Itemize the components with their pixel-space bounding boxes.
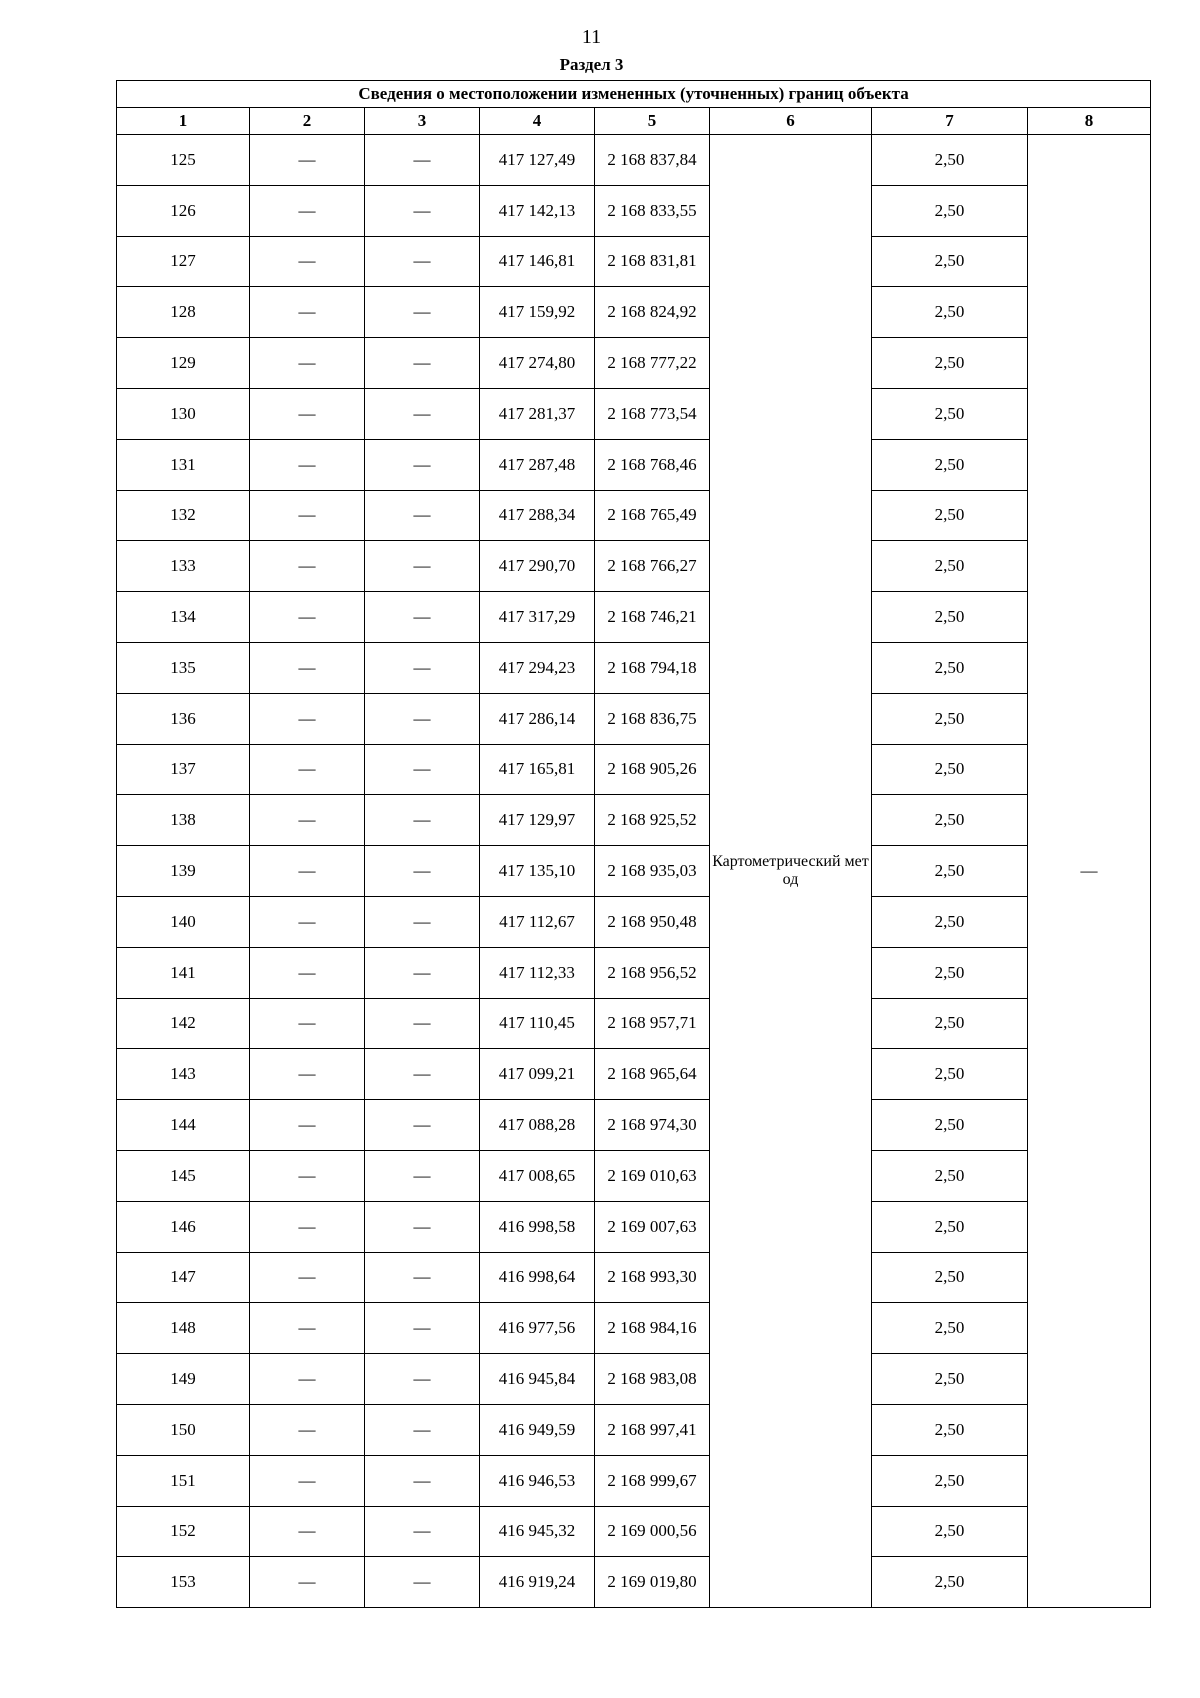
table-row xyxy=(117,1455,1151,1506)
accuracy-cell: 2,50 xyxy=(872,947,1028,998)
y-coordinate-cell: 2 168 768,46 xyxy=(595,439,710,490)
x-coordinate-cell: 416 919,24 xyxy=(480,1557,595,1608)
table-row xyxy=(117,693,1151,744)
accuracy-cell: 2,50 xyxy=(872,1455,1028,1506)
point-number-cell: 143 xyxy=(117,1049,250,1100)
column-2-cell: — xyxy=(250,896,365,947)
table-row xyxy=(117,896,1151,947)
point-number-cell: 147 xyxy=(117,1252,250,1303)
column-2-cell: — xyxy=(250,1049,365,1100)
x-coordinate-cell: 417 165,81 xyxy=(480,744,595,795)
column-8-cell: — xyxy=(1028,135,1151,1608)
accuracy-cell: 2,50 xyxy=(872,1506,1028,1557)
accuracy-cell: 2,50 xyxy=(872,846,1028,897)
column-2-cell: — xyxy=(250,1100,365,1151)
point-number-cell: 129 xyxy=(117,338,250,389)
column-3-cell: — xyxy=(365,1100,480,1151)
x-coordinate-cell: 417 099,21 xyxy=(480,1049,595,1100)
accuracy-cell: 2,50 xyxy=(872,388,1028,439)
x-coordinate-cell: 416 946,53 xyxy=(480,1455,595,1506)
accuracy-cell: 2,50 xyxy=(872,795,1028,846)
point-number-cell: 133 xyxy=(117,541,250,592)
accuracy-cell: 2,50 xyxy=(872,135,1028,186)
column-3-cell: — xyxy=(365,795,480,846)
point-number-cell: 152 xyxy=(117,1506,250,1557)
x-coordinate-cell: 417 008,65 xyxy=(480,1150,595,1201)
point-number-cell: 132 xyxy=(117,490,250,541)
y-coordinate-cell: 2 168 824,92 xyxy=(595,287,710,338)
accuracy-cell: 2,50 xyxy=(872,693,1028,744)
y-coordinate-cell: 2 168 956,52 xyxy=(595,947,710,998)
coordinates-table xyxy=(116,80,1151,1608)
column-2-cell: — xyxy=(250,1354,365,1405)
table-row xyxy=(117,185,1151,236)
column-number: 8 xyxy=(1028,108,1151,135)
column-3-cell: — xyxy=(365,896,480,947)
table-row xyxy=(117,541,1151,592)
table-row xyxy=(117,338,1151,389)
column-number: 6 xyxy=(710,108,872,135)
column-3-cell: — xyxy=(365,490,480,541)
column-3-cell: — xyxy=(365,1150,480,1201)
column-3-cell: — xyxy=(365,998,480,1049)
x-coordinate-cell: 416 977,56 xyxy=(480,1303,595,1354)
table-row xyxy=(117,998,1151,1049)
accuracy-cell: 2,50 xyxy=(872,1404,1028,1455)
column-2-cell: — xyxy=(250,185,365,236)
y-coordinate-cell: 2 168 905,26 xyxy=(595,744,710,795)
x-coordinate-cell: 417 288,34 xyxy=(480,490,595,541)
y-coordinate-cell: 2 169 000,56 xyxy=(595,1506,710,1557)
point-number-cell: 126 xyxy=(117,185,250,236)
column-2-cell: — xyxy=(250,1252,365,1303)
column-3-cell: — xyxy=(365,439,480,490)
page-number: 11 xyxy=(581,26,602,48)
table-row xyxy=(117,1252,1151,1303)
column-2-cell: — xyxy=(250,1201,365,1252)
section-title: Раздел 3 xyxy=(559,55,624,74)
column-number: 4 xyxy=(480,108,595,135)
column-3-cell: — xyxy=(365,185,480,236)
column-3-cell: — xyxy=(365,1354,480,1405)
column-2-cell: — xyxy=(250,388,365,439)
table-row xyxy=(117,1201,1151,1252)
x-coordinate-cell: 417 112,67 xyxy=(480,896,595,947)
table-row xyxy=(117,236,1151,287)
point-number-cell: 125 xyxy=(117,135,250,186)
y-coordinate-cell: 2 168 935,03 xyxy=(595,846,710,897)
accuracy-cell: 2,50 xyxy=(872,744,1028,795)
column-2-cell: — xyxy=(250,541,365,592)
column-3-cell: — xyxy=(365,135,480,186)
table-row xyxy=(117,287,1151,338)
accuracy-cell: 2,50 xyxy=(872,1557,1028,1608)
table-row xyxy=(117,388,1151,439)
x-coordinate-cell: 416 998,64 xyxy=(480,1252,595,1303)
y-coordinate-cell: 2 168 974,30 xyxy=(595,1100,710,1151)
column-number: 2 xyxy=(250,108,365,135)
y-coordinate-cell: 2 169 019,80 xyxy=(595,1557,710,1608)
column-number: 7 xyxy=(872,108,1028,135)
column-2-cell: — xyxy=(250,846,365,897)
y-coordinate-cell: 2 168 773,54 xyxy=(595,388,710,439)
accuracy-cell: 2,50 xyxy=(872,1150,1028,1201)
accuracy-cell: 2,50 xyxy=(872,1049,1028,1100)
accuracy-cell: 2,50 xyxy=(872,642,1028,693)
point-number-cell: 135 xyxy=(117,642,250,693)
column-3-cell: — xyxy=(365,846,480,897)
point-number-cell: 130 xyxy=(117,388,250,439)
y-coordinate-cell: 2 168 997,41 xyxy=(595,1404,710,1455)
point-number-cell: 139 xyxy=(117,846,250,897)
accuracy-cell: 2,50 xyxy=(872,1201,1028,1252)
y-coordinate-cell: 2 169 007,63 xyxy=(595,1201,710,1252)
accuracy-cell: 2,50 xyxy=(872,287,1028,338)
accuracy-cell: 2,50 xyxy=(872,236,1028,287)
y-coordinate-cell: 2 168 746,21 xyxy=(595,592,710,643)
table-row xyxy=(117,1049,1151,1100)
column-2-cell: — xyxy=(250,998,365,1049)
y-coordinate-cell: 2 168 993,30 xyxy=(595,1252,710,1303)
column-2-cell: — xyxy=(250,439,365,490)
y-coordinate-cell: 2 169 010,63 xyxy=(595,1150,710,1201)
x-coordinate-cell: 417 281,37 xyxy=(480,388,595,439)
x-coordinate-cell: 417 146,81 xyxy=(480,236,595,287)
column-3-cell: — xyxy=(365,947,480,998)
table-caption: Сведения о местоположении измененных (уточненных) границ объекта xyxy=(117,81,1151,108)
method-cell: Картометрический метод xyxy=(710,135,872,1608)
column-2-cell: — xyxy=(250,1506,365,1557)
point-number-cell: 148 xyxy=(117,1303,250,1354)
point-number-cell: 142 xyxy=(117,998,250,1049)
point-number-cell: 127 xyxy=(117,236,250,287)
column-2-cell: — xyxy=(250,795,365,846)
point-number-cell: 128 xyxy=(117,287,250,338)
y-coordinate-cell: 2 168 794,18 xyxy=(595,642,710,693)
x-coordinate-cell: 416 945,84 xyxy=(480,1354,595,1405)
column-3-cell: — xyxy=(365,287,480,338)
column-2-cell: — xyxy=(250,642,365,693)
accuracy-cell: 2,50 xyxy=(872,998,1028,1049)
y-coordinate-cell: 2 168 836,75 xyxy=(595,693,710,744)
column-number-row xyxy=(117,108,1151,135)
table-row xyxy=(117,1150,1151,1201)
y-coordinate-cell: 2 168 766,27 xyxy=(595,541,710,592)
column-2-cell: — xyxy=(250,592,365,643)
x-coordinate-cell: 417 110,45 xyxy=(480,998,595,1049)
y-coordinate-cell: 2 168 777,22 xyxy=(595,338,710,389)
column-2-cell: — xyxy=(250,744,365,795)
table-row xyxy=(117,795,1151,846)
table-row xyxy=(117,846,1151,897)
column-number: 1 xyxy=(117,108,250,135)
column-3-cell: — xyxy=(365,642,480,693)
y-coordinate-cell: 2 168 999,67 xyxy=(595,1455,710,1506)
point-number-cell: 134 xyxy=(117,592,250,643)
x-coordinate-cell: 417 290,70 xyxy=(480,541,595,592)
accuracy-cell: 2,50 xyxy=(872,896,1028,947)
column-3-cell: — xyxy=(365,1404,480,1455)
point-number-cell: 138 xyxy=(117,795,250,846)
accuracy-cell: 2,50 xyxy=(872,541,1028,592)
x-coordinate-cell: 417 286,14 xyxy=(480,693,595,744)
y-coordinate-cell: 2 168 984,16 xyxy=(595,1303,710,1354)
column-3-cell: — xyxy=(365,693,480,744)
table-row xyxy=(117,490,1151,541)
x-coordinate-cell: 417 142,13 xyxy=(480,185,595,236)
table-row xyxy=(117,947,1151,998)
x-coordinate-cell: 417 135,10 xyxy=(480,846,595,897)
column-3-cell: — xyxy=(365,1049,480,1100)
point-number-cell: 144 xyxy=(117,1100,250,1151)
x-coordinate-cell: 417 287,48 xyxy=(480,439,595,490)
column-3-cell: — xyxy=(365,338,480,389)
column-3-cell: — xyxy=(365,1506,480,1557)
column-2-cell: — xyxy=(250,1557,365,1608)
x-coordinate-cell: 417 127,49 xyxy=(480,135,595,186)
column-2-cell: — xyxy=(250,287,365,338)
x-coordinate-cell: 417 317,29 xyxy=(480,592,595,643)
table-row xyxy=(117,439,1151,490)
column-3-cell: — xyxy=(365,1455,480,1506)
y-coordinate-cell: 2 168 831,81 xyxy=(595,236,710,287)
table-row xyxy=(117,1100,1151,1151)
accuracy-cell: 2,50 xyxy=(872,185,1028,236)
column-2-cell: — xyxy=(250,947,365,998)
y-coordinate-cell: 2 168 833,55 xyxy=(595,185,710,236)
table-row xyxy=(117,1303,1151,1354)
column-2-cell: — xyxy=(250,1404,365,1455)
accuracy-cell: 2,50 xyxy=(872,1354,1028,1405)
point-number-cell: 150 xyxy=(117,1404,250,1455)
column-2-cell: — xyxy=(250,490,365,541)
x-coordinate-cell: 417 159,92 xyxy=(480,287,595,338)
point-number-cell: 140 xyxy=(117,896,250,947)
y-coordinate-cell: 2 168 765,49 xyxy=(595,490,710,541)
x-coordinate-cell: 416 998,58 xyxy=(480,1201,595,1252)
column-3-cell: — xyxy=(365,592,480,643)
point-number-cell: 131 xyxy=(117,439,250,490)
column-3-cell: — xyxy=(365,388,480,439)
x-coordinate-cell: 417 112,33 xyxy=(480,947,595,998)
column-2-cell: — xyxy=(250,693,365,744)
column-2-cell: — xyxy=(250,1303,365,1354)
table-row xyxy=(117,1506,1151,1557)
column-3-cell: — xyxy=(365,1201,480,1252)
column-2-cell: — xyxy=(250,338,365,389)
point-number-cell: 153 xyxy=(117,1557,250,1608)
column-3-cell: — xyxy=(365,541,480,592)
table-row xyxy=(117,135,1151,186)
column-2-cell: — xyxy=(250,236,365,287)
column-number: 5 xyxy=(595,108,710,135)
point-number-cell: 145 xyxy=(117,1150,250,1201)
y-coordinate-cell: 2 168 837,84 xyxy=(595,135,710,186)
column-3-cell: — xyxy=(365,1252,480,1303)
x-coordinate-cell: 417 088,28 xyxy=(480,1100,595,1151)
column-3-cell: — xyxy=(365,236,480,287)
point-number-cell: 146 xyxy=(117,1201,250,1252)
accuracy-cell: 2,50 xyxy=(872,1252,1028,1303)
accuracy-cell: 2,50 xyxy=(872,490,1028,541)
column-2-cell: — xyxy=(250,1455,365,1506)
accuracy-cell: 2,50 xyxy=(872,592,1028,643)
x-coordinate-cell: 416 945,32 xyxy=(480,1506,595,1557)
column-number: 3 xyxy=(365,108,480,135)
x-coordinate-cell: 417 294,23 xyxy=(480,642,595,693)
y-coordinate-cell: 2 168 925,52 xyxy=(595,795,710,846)
table-body xyxy=(117,135,1151,1608)
accuracy-cell: 2,50 xyxy=(872,1303,1028,1354)
table-row xyxy=(117,744,1151,795)
table-row xyxy=(117,592,1151,643)
y-coordinate-cell: 2 168 950,48 xyxy=(595,896,710,947)
y-coordinate-cell: 2 168 983,08 xyxy=(595,1354,710,1405)
point-number-cell: 151 xyxy=(117,1455,250,1506)
column-2-cell: — xyxy=(250,1150,365,1201)
accuracy-cell: 2,50 xyxy=(872,338,1028,389)
column-3-cell: — xyxy=(365,1303,480,1354)
y-coordinate-cell: 2 168 965,64 xyxy=(595,1049,710,1100)
table-row xyxy=(117,1354,1151,1405)
point-number-cell: 149 xyxy=(117,1354,250,1405)
x-coordinate-cell: 417 129,97 xyxy=(480,795,595,846)
accuracy-cell: 2,50 xyxy=(872,439,1028,490)
column-3-cell: — xyxy=(365,744,480,795)
point-number-cell: 137 xyxy=(117,744,250,795)
table-row xyxy=(117,642,1151,693)
x-coordinate-cell: 416 949,59 xyxy=(480,1404,595,1455)
x-coordinate-cell: 417 274,80 xyxy=(480,338,595,389)
column-2-cell: — xyxy=(250,135,365,186)
column-3-cell: — xyxy=(365,1557,480,1608)
table-row xyxy=(117,1404,1151,1455)
accuracy-cell: 2,50 xyxy=(872,1100,1028,1151)
table-row xyxy=(117,1557,1151,1608)
point-number-cell: 136 xyxy=(117,693,250,744)
point-number-cell: 141 xyxy=(117,947,250,998)
y-coordinate-cell: 2 168 957,71 xyxy=(595,998,710,1049)
